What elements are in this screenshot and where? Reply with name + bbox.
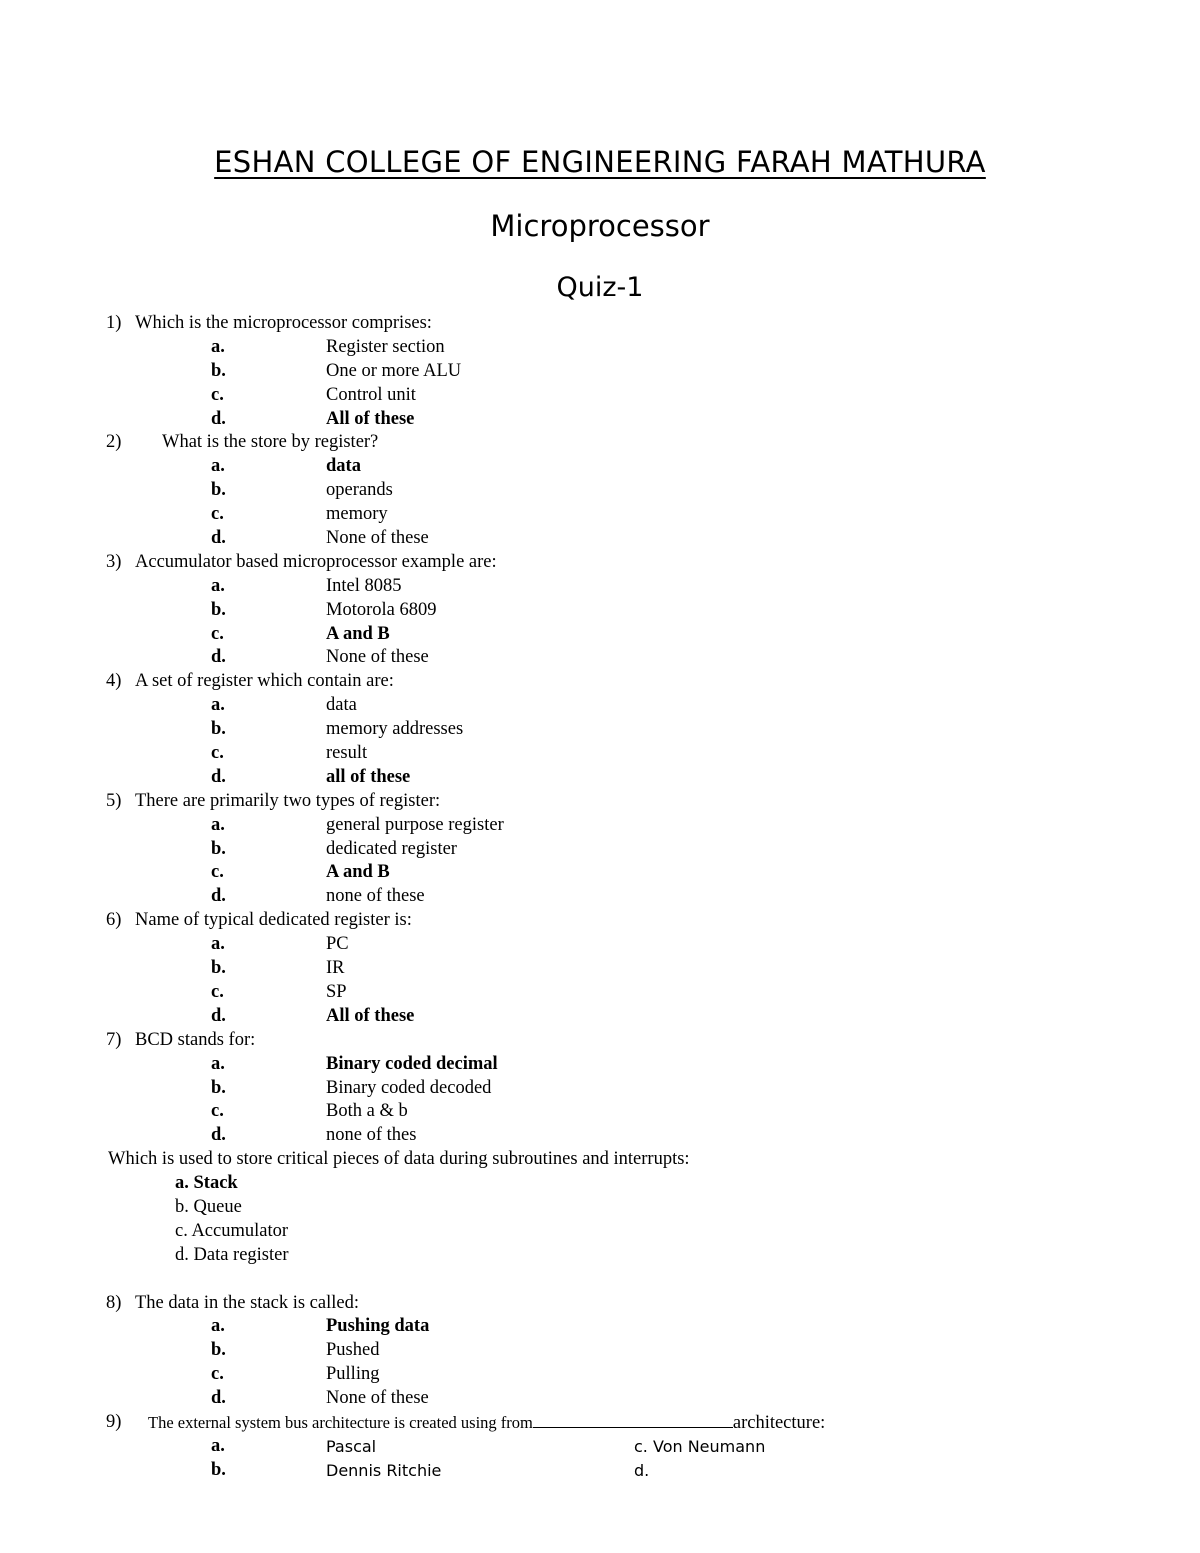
option-text: Pulling bbox=[326, 1364, 380, 1385]
unnumbered-options bbox=[0, 1172, 1200, 1268]
option-row bbox=[0, 766, 1200, 790]
numbered-questions-1-7 bbox=[0, 312, 1200, 1148]
correct-answer: All of these bbox=[326, 408, 415, 429]
option-letter: b. bbox=[211, 480, 226, 501]
option-row bbox=[0, 503, 1200, 527]
option-letter: b. bbox=[211, 1340, 226, 1361]
question-text: A set of register which contain are: bbox=[135, 671, 394, 692]
option-text: general purpose register bbox=[326, 814, 504, 835]
option-c bbox=[634, 1435, 765, 1459]
questions-list bbox=[0, 312, 1200, 1483]
option-row bbox=[0, 479, 1200, 503]
question-2 bbox=[0, 431, 1200, 455]
spacer bbox=[0, 1268, 1200, 1292]
question-9-text-after: architecture: bbox=[732, 1412, 826, 1433]
option-letter: a. bbox=[211, 1435, 225, 1456]
question-9-options-row-1 bbox=[0, 1435, 1200, 1459]
option-row bbox=[0, 1315, 1200, 1339]
college-title-text: ESHAN COLLEGE OF ENGINEERING FARAH MATHURA bbox=[214, 145, 986, 179]
option-letter: b. bbox=[211, 838, 226, 859]
question-number: 3) bbox=[106, 551, 122, 572]
option-row bbox=[0, 1244, 1200, 1268]
option-letter: c. bbox=[211, 981, 224, 1002]
option-row bbox=[0, 1220, 1200, 1244]
option-letter: a. bbox=[211, 695, 225, 716]
question-text: There are primarily two types of register: bbox=[135, 790, 441, 811]
option-letter: c. bbox=[634, 1436, 648, 1456]
correct-answer: all of these bbox=[326, 766, 411, 787]
option-row bbox=[0, 384, 1200, 408]
question-4 bbox=[0, 670, 1200, 694]
option-text: memory bbox=[326, 504, 388, 525]
question-number: 1) bbox=[106, 313, 122, 333]
question-number: 8) bbox=[106, 1292, 122, 1313]
question-6 bbox=[0, 909, 1200, 933]
option-row bbox=[0, 1387, 1200, 1411]
question-1 bbox=[0, 312, 1200, 336]
fill-in-blank bbox=[533, 1412, 733, 1428]
question-number: 2) bbox=[106, 432, 122, 453]
option-row bbox=[0, 575, 1200, 599]
option-text: Von Neumann bbox=[652, 1436, 766, 1456]
option-text: None of these bbox=[326, 1388, 429, 1409]
option-row bbox=[0, 527, 1200, 551]
subject-heading: Microprocessor bbox=[490, 209, 710, 243]
option-letter: c. bbox=[211, 384, 224, 405]
option-letter: a. bbox=[211, 1053, 225, 1074]
option-row bbox=[0, 1053, 1200, 1077]
question-8-options bbox=[0, 1315, 1200, 1411]
option-letter: d. bbox=[211, 1125, 226, 1146]
option-row bbox=[0, 646, 1200, 670]
question-9-options-row-2 bbox=[0, 1459, 1200, 1483]
option-letter: d. bbox=[211, 886, 226, 907]
option-text: result bbox=[326, 743, 368, 764]
option-letter: a. bbox=[211, 575, 225, 596]
option-text: PC bbox=[326, 934, 349, 955]
option-letter: a. bbox=[211, 814, 225, 835]
option-letter: b. bbox=[211, 599, 226, 620]
option-letter: a. bbox=[211, 934, 225, 955]
option-letter: c. bbox=[211, 862, 224, 883]
option-row bbox=[0, 814, 1200, 838]
option-text: operands bbox=[326, 480, 393, 501]
option-letter: c. bbox=[211, 1364, 224, 1385]
option-letter: d. bbox=[211, 408, 226, 429]
option-text: Intel 8085 bbox=[326, 575, 402, 596]
question-text: BCD stands for: bbox=[135, 1029, 256, 1050]
correct-answer: Binary coded decimal bbox=[326, 1053, 498, 1074]
option-text: data bbox=[326, 695, 357, 716]
question-number: 4) bbox=[106, 671, 122, 692]
option-row bbox=[0, 455, 1200, 479]
question-number: 5) bbox=[106, 790, 122, 811]
option-letter: b. bbox=[211, 1459, 226, 1480]
question-text bbox=[148, 1411, 825, 1436]
option-row bbox=[0, 718, 1200, 742]
question-number: 9) bbox=[106, 1411, 122, 1432]
option-text: d. Data register bbox=[175, 1244, 289, 1265]
option-row bbox=[0, 599, 1200, 623]
option-row bbox=[0, 957, 1200, 981]
option-letter: d. bbox=[211, 647, 226, 668]
option-row bbox=[0, 694, 1200, 718]
question-8 bbox=[0, 1292, 1200, 1316]
option-text: dedicated register bbox=[326, 838, 457, 859]
option-letter: a. bbox=[211, 336, 225, 357]
option-text: none of these bbox=[326, 886, 425, 907]
quiz-heading: Quiz-1 bbox=[556, 272, 644, 303]
option-row bbox=[0, 360, 1200, 384]
option-text: c. Accumulator bbox=[175, 1220, 289, 1241]
option-d bbox=[634, 1459, 649, 1483]
option-row bbox=[0, 336, 1200, 360]
option-row bbox=[0, 623, 1200, 647]
option-row bbox=[0, 1005, 1200, 1029]
option-row bbox=[0, 408, 1200, 432]
unnumbered-question bbox=[0, 1148, 1200, 1172]
question-9 bbox=[0, 1411, 1200, 1435]
correct-answer: Pushing data bbox=[326, 1316, 430, 1337]
option-text: Dennis Ritchie bbox=[326, 1460, 442, 1480]
option-letter: d. bbox=[211, 528, 226, 549]
question-number: 6) bbox=[106, 910, 122, 931]
option-row bbox=[0, 885, 1200, 909]
option-text: Both a & b bbox=[326, 1101, 408, 1122]
option-letter: a. bbox=[211, 1316, 225, 1337]
correct-answer: data bbox=[326, 456, 361, 477]
option-letter: d. bbox=[634, 1460, 650, 1480]
option-row bbox=[0, 861, 1200, 885]
option-row bbox=[0, 1196, 1200, 1220]
question-text: The data in the stack is called: bbox=[135, 1292, 359, 1313]
option-text: none of thes bbox=[326, 1125, 417, 1146]
question-text: Which is the microprocessor comprises: bbox=[135, 313, 432, 333]
option-row bbox=[0, 1363, 1200, 1387]
option-text: SP bbox=[326, 981, 347, 1002]
option-letter: b. bbox=[211, 719, 226, 740]
option-text: Pushed bbox=[326, 1340, 380, 1361]
option-letter: d. bbox=[211, 766, 226, 787]
option-row bbox=[0, 1339, 1200, 1363]
option-text: Register section bbox=[326, 336, 445, 357]
question-text: Name of typical dedicated register is: bbox=[135, 910, 412, 931]
question-text: What is the store by register? bbox=[162, 432, 379, 453]
option-text: One or more ALU bbox=[326, 360, 462, 381]
question-5 bbox=[0, 790, 1200, 814]
option-row bbox=[0, 981, 1200, 1005]
option-letter: a. bbox=[211, 456, 225, 477]
option-text: Binary coded decoded bbox=[326, 1077, 492, 1098]
question-9-text-before: The external system bus architecture is created using from bbox=[148, 1412, 533, 1432]
question-text: Accumulator based microprocessor example are: bbox=[135, 551, 497, 572]
option-letter: d. bbox=[211, 1005, 226, 1026]
option-text: memory addresses bbox=[326, 719, 464, 740]
question-7 bbox=[0, 1029, 1200, 1053]
correct-answer: A and B bbox=[326, 623, 390, 644]
option-text: b. Queue bbox=[175, 1196, 242, 1217]
unnumbered-question-text: Which is used to store critical pieces of data during subroutines and interrupts: bbox=[108, 1149, 690, 1170]
question-number: 7) bbox=[106, 1029, 122, 1050]
option-letter: c. bbox=[211, 1101, 224, 1122]
option-letter: c. bbox=[211, 504, 224, 525]
correct-answer: All of these bbox=[326, 1005, 415, 1026]
option-row bbox=[0, 838, 1200, 862]
option-letter: b. bbox=[211, 958, 226, 979]
option-row bbox=[0, 1100, 1200, 1124]
option-text: None of these bbox=[326, 528, 429, 549]
option-row bbox=[0, 1077, 1200, 1101]
option-letter: d. bbox=[211, 1388, 226, 1409]
option-row bbox=[0, 933, 1200, 957]
option-letter: c. bbox=[211, 743, 224, 764]
option-text: IR bbox=[326, 958, 345, 979]
option-letter: b. bbox=[211, 1077, 226, 1098]
option-text: None of these bbox=[326, 647, 429, 668]
option-letter: b. bbox=[211, 360, 226, 381]
correct-answer: A and B bbox=[326, 862, 390, 883]
option-text: Motorola 6809 bbox=[326, 599, 437, 620]
option-row bbox=[0, 1172, 1200, 1196]
option-row bbox=[0, 742, 1200, 766]
option-row bbox=[0, 1124, 1200, 1148]
question-3 bbox=[0, 551, 1200, 575]
correct-answer: a. Stack bbox=[175, 1173, 238, 1194]
option-text: Control unit bbox=[326, 384, 416, 405]
college-title bbox=[0, 142, 1200, 182]
option-text: Pascal bbox=[326, 1436, 377, 1456]
option-letter: c. bbox=[211, 623, 224, 644]
